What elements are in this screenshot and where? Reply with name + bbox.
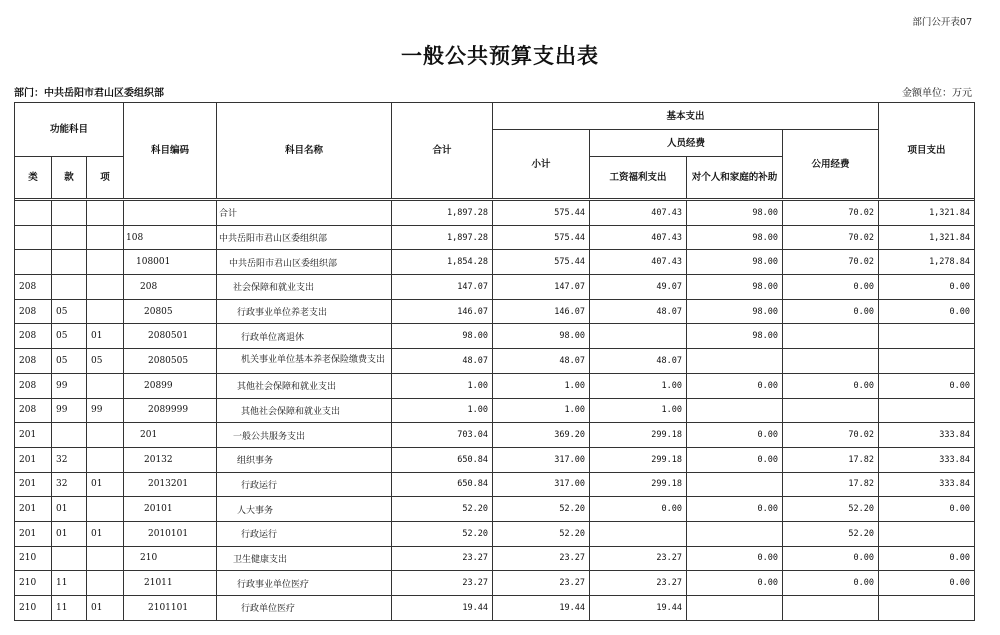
- cell-subtotal: 147.07: [493, 275, 590, 300]
- table-row: [15, 373, 975, 398]
- cell-subtotal: 575.44: [493, 225, 590, 250]
- cell-kuan: 05: [52, 324, 87, 349]
- cell-project: 333.84: [879, 472, 975, 497]
- header-subtotal: 小计: [493, 130, 590, 199]
- cell-subject-name: 一般公共服务支出: [217, 423, 392, 448]
- cell-public-funds: [783, 324, 879, 349]
- cell-public-funds: 70.02: [783, 225, 879, 250]
- header-func-subject: 功能科目: [15, 103, 124, 157]
- cell-kuan: 99: [52, 398, 87, 423]
- cell-kuan: 11: [52, 596, 87, 621]
- cell-kuan: 32: [52, 447, 87, 472]
- cell-kuan: [52, 250, 87, 275]
- header-public-funds: 公用经费: [783, 130, 879, 199]
- table-row: [15, 423, 975, 448]
- header-lei: 类: [15, 157, 52, 199]
- cell-lei: [15, 225, 52, 250]
- cell-public-funds: 52.20: [783, 521, 879, 546]
- cell-wages: 407.43: [590, 225, 687, 250]
- cell-total: 1.00: [392, 373, 493, 398]
- cell-subject-code: 2080505: [124, 349, 217, 374]
- cell-subject-name: 行政运行: [217, 521, 392, 546]
- cell-xiang: 01: [87, 324, 124, 349]
- cell-subject-name: 机关事业单位基本养老保险缴费支出: [217, 349, 392, 374]
- cell-public-funds: 70.02: [783, 423, 879, 448]
- cell-kuan: 01: [52, 521, 87, 546]
- table-row: [15, 596, 975, 621]
- cell-xiang: 05: [87, 349, 124, 374]
- cell-subject-code: 108: [124, 225, 217, 250]
- cell-subject-code: 108001: [124, 250, 217, 275]
- cell-total: 23.27: [392, 546, 493, 571]
- cell-kuan: [52, 546, 87, 571]
- cell-total: 703.04: [392, 423, 493, 448]
- cell-wages: 1.00: [590, 373, 687, 398]
- cell-subsidy: 98.00: [687, 225, 783, 250]
- header-subject-code: 科目编码: [124, 103, 217, 199]
- cell-kuan: 01: [52, 497, 87, 522]
- cell-public-funds: 0.00: [783, 546, 879, 571]
- table-row: [15, 324, 975, 349]
- cell-xiang: 01: [87, 472, 124, 497]
- cell-subtotal: 575.44: [493, 250, 590, 275]
- cell-kuan: 32: [52, 472, 87, 497]
- cell-subsidy: 98.00: [687, 275, 783, 300]
- cell-project: [879, 398, 975, 423]
- cell-wages: 48.07: [590, 349, 687, 374]
- cell-subject-code: 2010101: [124, 521, 217, 546]
- cell-subsidy: 0.00: [687, 546, 783, 571]
- cell-lei: [15, 250, 52, 275]
- cell-subsidy: 0.00: [687, 571, 783, 596]
- header-subsidy: 对个人和家庭的补助: [687, 157, 783, 199]
- cell-wages: 299.18: [590, 472, 687, 497]
- cell-lei: 210: [15, 571, 52, 596]
- cell-project: 1,321.84: [879, 225, 975, 250]
- cell-subtotal: 317.00: [493, 447, 590, 472]
- cell-xiang: [87, 447, 124, 472]
- cell-total: 147.07: [392, 275, 493, 300]
- cell-subtotal: 48.07: [493, 349, 590, 374]
- cell-lei: 201: [15, 423, 52, 448]
- cell-subsidy: 98.00: [687, 250, 783, 275]
- table-body: [15, 199, 975, 621]
- header-project: 项目支出: [879, 103, 975, 199]
- table-row: [15, 250, 975, 275]
- cell-project: 0.00: [879, 373, 975, 398]
- cell-subsidy: 0.00: [687, 373, 783, 398]
- header-total: 合计: [392, 103, 493, 199]
- cell-wages: 407.43: [590, 250, 687, 275]
- cell-lei: 208: [15, 373, 52, 398]
- cell-subject-name: 其他社会保障和就业支出: [217, 398, 392, 423]
- table-row: [15, 398, 975, 423]
- cell-wages: 1.00: [590, 398, 687, 423]
- cell-public-funds: 0.00: [783, 373, 879, 398]
- cell-lei: 208: [15, 349, 52, 374]
- cell-public-funds: [783, 349, 879, 374]
- cell-public-funds: [783, 596, 879, 621]
- cell-subtotal: 1.00: [493, 373, 590, 398]
- cell-project: [879, 596, 975, 621]
- cell-subject-code: 201: [124, 423, 217, 448]
- cell-subsidy: 0.00: [687, 497, 783, 522]
- department-label: 部门：中共岳阳市君山区委组织部: [14, 88, 164, 99]
- cell-subject-name: 行政事业单位养老支出: [217, 299, 392, 324]
- table-row: [15, 349, 975, 374]
- table-row: [15, 225, 975, 250]
- table-row: [15, 497, 975, 522]
- cell-project: 0.00: [879, 299, 975, 324]
- cell-total: 19.44: [392, 596, 493, 621]
- cell-subject-name: 合计: [217, 201, 392, 226]
- cell-xiang: [87, 225, 124, 250]
- cell-public-funds: 52.20: [783, 497, 879, 522]
- table-row: [15, 299, 975, 324]
- cell-xiang: [87, 250, 124, 275]
- cell-wages: 23.27: [590, 571, 687, 596]
- cell-subject-name: 其他社会保障和就业支出: [217, 373, 392, 398]
- cell-subject-name: 行政单位离退休: [217, 324, 392, 349]
- cell-subject-code: 21011: [124, 571, 217, 596]
- cell-total: 1.00: [392, 398, 493, 423]
- cell-xiang: 01: [87, 521, 124, 546]
- cell-total: 1,897.28: [392, 225, 493, 250]
- cell-subject-name: 行政事业单位医疗: [217, 571, 392, 596]
- cell-subtotal: 317.00: [493, 472, 590, 497]
- table-row: [15, 201, 975, 226]
- cell-wages: 0.00: [590, 497, 687, 522]
- cell-wages: 48.07: [590, 299, 687, 324]
- cell-subject-name: 行政运行: [217, 472, 392, 497]
- cell-subtotal: 23.27: [493, 571, 590, 596]
- cell-subject-name: 社会保障和就业支出: [217, 275, 392, 300]
- cell-subject-name: 行政单位医疗: [217, 596, 392, 621]
- cell-kuan: 99: [52, 373, 87, 398]
- cell-kuan: 05: [52, 349, 87, 374]
- table-row: [15, 521, 975, 546]
- cell-total: 48.07: [392, 349, 493, 374]
- table-row: [15, 275, 975, 300]
- cell-public-funds: 17.82: [783, 472, 879, 497]
- cell-lei: 210: [15, 546, 52, 571]
- cell-subtotal: 52.20: [493, 497, 590, 522]
- cell-public-funds: 70.02: [783, 201, 879, 226]
- amount-unit-label: 金额单位：万元: [902, 88, 972, 99]
- table-row: [15, 571, 975, 596]
- cell-total: 52.20: [392, 521, 493, 546]
- cell-kuan: [52, 423, 87, 448]
- cell-project: [879, 349, 975, 374]
- cell-subject-code: 20899: [124, 373, 217, 398]
- cell-xiang: [87, 275, 124, 300]
- cell-subject-code: 208: [124, 275, 217, 300]
- cell-subtotal: 146.07: [493, 299, 590, 324]
- cell-total: 23.27: [392, 571, 493, 596]
- cell-xiang: [87, 497, 124, 522]
- cell-public-funds: 0.00: [783, 571, 879, 596]
- cell-lei: 201: [15, 497, 52, 522]
- cell-total: 52.20: [392, 497, 493, 522]
- cell-lei: 201: [15, 447, 52, 472]
- cell-subject-code: 20805: [124, 299, 217, 324]
- table-row: [15, 546, 975, 571]
- cell-total: 1,854.28: [392, 250, 493, 275]
- cell-lei: 208: [15, 275, 52, 300]
- cell-xiang: [87, 373, 124, 398]
- cell-subject-name: 中共岳阳市君山区委组织部: [217, 250, 392, 275]
- header-personnel: 人员经费: [590, 130, 783, 157]
- cell-subsidy: 98.00: [687, 201, 783, 226]
- cell-wages: 49.07: [590, 275, 687, 300]
- cell-subtotal: 19.44: [493, 596, 590, 621]
- cell-kuan: [52, 275, 87, 300]
- cell-subject-code: 2089999: [124, 398, 217, 423]
- cell-public-funds: 70.02: [783, 250, 879, 275]
- cell-subtotal: 98.00: [493, 324, 590, 349]
- form-number: 部门公开表07: [912, 17, 972, 28]
- cell-subject-code: 2101101: [124, 596, 217, 621]
- cell-subtotal: 52.20: [493, 521, 590, 546]
- cell-project: 0.00: [879, 275, 975, 300]
- cell-xiang: 01: [87, 596, 124, 621]
- cell-xiang: [87, 571, 124, 596]
- cell-wages: [590, 521, 687, 546]
- cell-subsidy: [687, 596, 783, 621]
- cell-kuan: 11: [52, 571, 87, 596]
- cell-total: 650.84: [392, 472, 493, 497]
- cell-subject-code: 20101: [124, 497, 217, 522]
- cell-subject-code: 20132: [124, 447, 217, 472]
- cell-lei: 208: [15, 299, 52, 324]
- cell-subject-name: 组织事务: [217, 447, 392, 472]
- table-row: [15, 472, 975, 497]
- cell-project: 0.00: [879, 497, 975, 522]
- cell-wages: 19.44: [590, 596, 687, 621]
- budget-expenditure-table: [14, 102, 975, 621]
- cell-lei: 210: [15, 596, 52, 621]
- cell-subsidy: [687, 472, 783, 497]
- cell-subject-name: 中共岳阳市君山区委组织部: [217, 225, 392, 250]
- cell-xiang: [87, 423, 124, 448]
- cell-xiang: 99: [87, 398, 124, 423]
- cell-wages: [590, 324, 687, 349]
- cell-project: [879, 324, 975, 349]
- header-basic-expenditure: 基本支出: [493, 103, 879, 130]
- cell-subtotal: 369.20: [493, 423, 590, 448]
- cell-wages: 299.18: [590, 447, 687, 472]
- cell-subsidy: [687, 521, 783, 546]
- cell-subject-name: 人大事务: [217, 497, 392, 522]
- cell-wages: 299.18: [590, 423, 687, 448]
- cell-xiang: [87, 299, 124, 324]
- cell-subject-name: 卫生健康支出: [217, 546, 392, 571]
- cell-subject-code: 210: [124, 546, 217, 571]
- cell-total: 650.84: [392, 447, 493, 472]
- cell-xiang: [87, 546, 124, 571]
- page-title: 一般公共预算支出表: [401, 43, 599, 68]
- cell-subsidy: [687, 398, 783, 423]
- cell-total: 1,897.28: [392, 201, 493, 226]
- cell-subsidy: 0.00: [687, 423, 783, 448]
- cell-subtotal: 575.44: [493, 201, 590, 226]
- cell-wages: 23.27: [590, 546, 687, 571]
- cell-subsidy: 98.00: [687, 299, 783, 324]
- cell-xiang: [87, 201, 124, 226]
- cell-lei: 201: [15, 521, 52, 546]
- cell-public-funds: [783, 398, 879, 423]
- cell-project: [879, 521, 975, 546]
- cell-subtotal: 1.00: [493, 398, 590, 423]
- cell-project: 1,321.84: [879, 201, 975, 226]
- table-row: [15, 447, 975, 472]
- cell-public-funds: 0.00: [783, 275, 879, 300]
- cell-subtotal: 23.27: [493, 546, 590, 571]
- cell-kuan: 05: [52, 299, 87, 324]
- cell-total: 98.00: [392, 324, 493, 349]
- cell-wages: 407.43: [590, 201, 687, 226]
- cell-project: 0.00: [879, 571, 975, 596]
- header-kuan: 款: [52, 157, 87, 199]
- cell-lei: 201: [15, 472, 52, 497]
- cell-public-funds: 17.82: [783, 447, 879, 472]
- cell-project: 333.84: [879, 423, 975, 448]
- cell-subject-code: [124, 201, 217, 226]
- header-xiang: 项: [87, 157, 124, 199]
- cell-project: 0.00: [879, 546, 975, 571]
- header-subject-name: 科目名称: [217, 103, 392, 199]
- cell-subsidy: [687, 349, 783, 374]
- cell-subject-code: 2013201: [124, 472, 217, 497]
- cell-lei: 208: [15, 398, 52, 423]
- cell-lei: 208: [15, 324, 52, 349]
- cell-kuan: [52, 201, 87, 226]
- cell-total: 146.07: [392, 299, 493, 324]
- cell-project: 1,278.84: [879, 250, 975, 275]
- cell-project: 333.84: [879, 447, 975, 472]
- cell-public-funds: 0.00: [783, 299, 879, 324]
- header-wages: 工资福利支出: [590, 157, 687, 199]
- cell-subsidy: 98.00: [687, 324, 783, 349]
- cell-subsidy: 0.00: [687, 447, 783, 472]
- cell-subject-code: 2080501: [124, 324, 217, 349]
- cell-kuan: [52, 225, 87, 250]
- cell-lei: [15, 201, 52, 226]
